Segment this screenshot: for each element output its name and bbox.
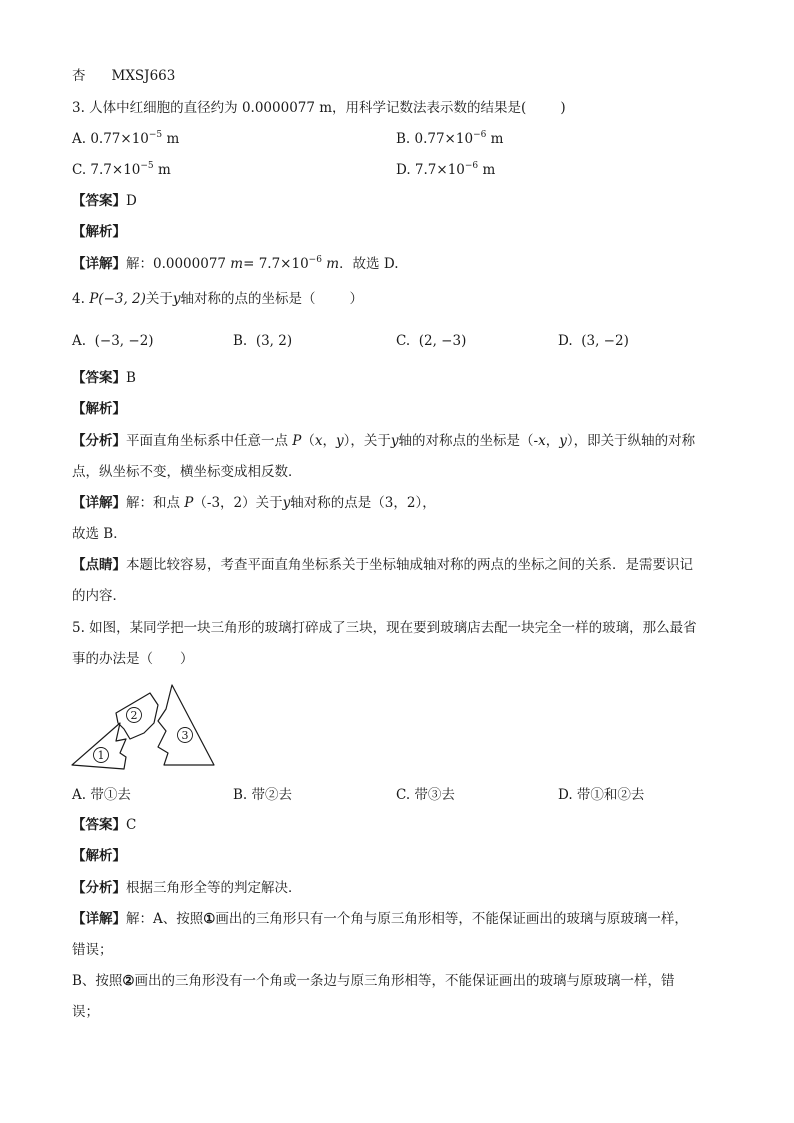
q5-fenxi: 【分析】根据三角形全等的判定解决．: [72, 880, 302, 896]
q5-stem-line1: 5. 如图，某同学把一块三角形的玻璃打碎成了三块，现在要到玻璃店去配一块完全一样的玻璃，那么最省: [72, 620, 697, 636]
q4-detail-line2: 故选 B．: [72, 526, 127, 542]
q4-option-c: C. (2, −3): [396, 333, 467, 349]
q4-option-d: D. (3, −2): [558, 333, 629, 349]
q4-fenxi-line1: 【分析】平面直角坐标系中任意一点 P（x，y），关于y轴的对称点的坐标是（-x，y），即关于纵轴的对称: [72, 433, 696, 449]
broken-glass-figure: [68, 683, 218, 773]
header-char: 杏: [72, 68, 86, 84]
header-code: MXSJ663: [111, 68, 176, 84]
piece-3-label: 3: [181, 729, 189, 742]
q3-option-c: C. $7.7\times 10^{-5}$ m: [72, 160, 171, 178]
q4-fenxi-line2: 点，纵坐标不变，横坐标变成相反数．: [72, 464, 302, 480]
q5-option-c: C. 带③去: [396, 787, 455, 803]
q5-option-d: D. 带①和②去: [558, 787, 645, 803]
q3-option-a: A. $0.77\times 10^{-5}$ m: [72, 129, 180, 147]
piece-1-label: 1: [97, 749, 105, 762]
q3-stem: 3. 人体中红细胞的直径约为 0.0000077 m，用科学记数法表示数的结果是( ): [72, 100, 566, 116]
q5-detail-line3: B、按照②画出的三角形没有一个角或一条边与原三角形相等，不能保证画出的玻璃与原玻璃一样，错: [72, 973, 675, 989]
q4-stem: 4. P(−3, 2)关于y轴对称的点的坐标是（ ）: [72, 291, 364, 307]
q5-analysis-tag: 【解析】: [72, 848, 126, 864]
q5-stem-line2: 事的办法是（ ）: [72, 651, 194, 667]
q3-answer: 【答案】D: [72, 193, 137, 209]
q4-detail-line1: 【详解】解：和点 P（-3，2）关于y轴对称的点是（3，2），: [72, 495, 436, 511]
q4-dianjing-line2: 的内容．: [72, 588, 126, 604]
q3-detail: 【详解】解：0.0000077 $m= 7.7\times 10^{-6}$ m．故选 D.: [72, 254, 399, 272]
q5-detail-line4: 误；: [72, 1004, 99, 1020]
piece-2-label: 2: [130, 709, 138, 722]
q5-answer: 【答案】C: [72, 817, 137, 833]
q4-answer: 【答案】B: [72, 370, 136, 386]
q3-option-d: D. $7.7\times 10^{-6}$ m: [396, 160, 496, 178]
q5-detail-line1: 【详解】解：A、按照①画出的三角形只有一个角与原三角形相等，不能保证画出的玻璃与原玻璃一样，: [72, 911, 688, 927]
q4-option-b: B. (3, 2): [233, 333, 293, 349]
q5-detail-line2: 错误；: [72, 942, 113, 958]
q4-option-a: A. (−3, −2): [72, 333, 154, 349]
q3-option-b: B. $0.77\times 10^{-6}$ m: [396, 129, 504, 147]
q4-analysis-tag: 【解析】: [72, 401, 126, 417]
page-header: [72, 67, 175, 85]
q4-dianjing-line1: 【点睛】本题比较容易，考查平面直角坐标系关于坐标轴成轴对称的两点的坐标之间的关系．是需要识记: [72, 557, 693, 573]
q5-option-b: B. 带②去: [233, 787, 293, 803]
q3-analysis-tag: 【解析】: [72, 224, 126, 240]
q5-option-a: A. 带①去: [72, 787, 131, 803]
glass-piece-3: [158, 685, 214, 765]
